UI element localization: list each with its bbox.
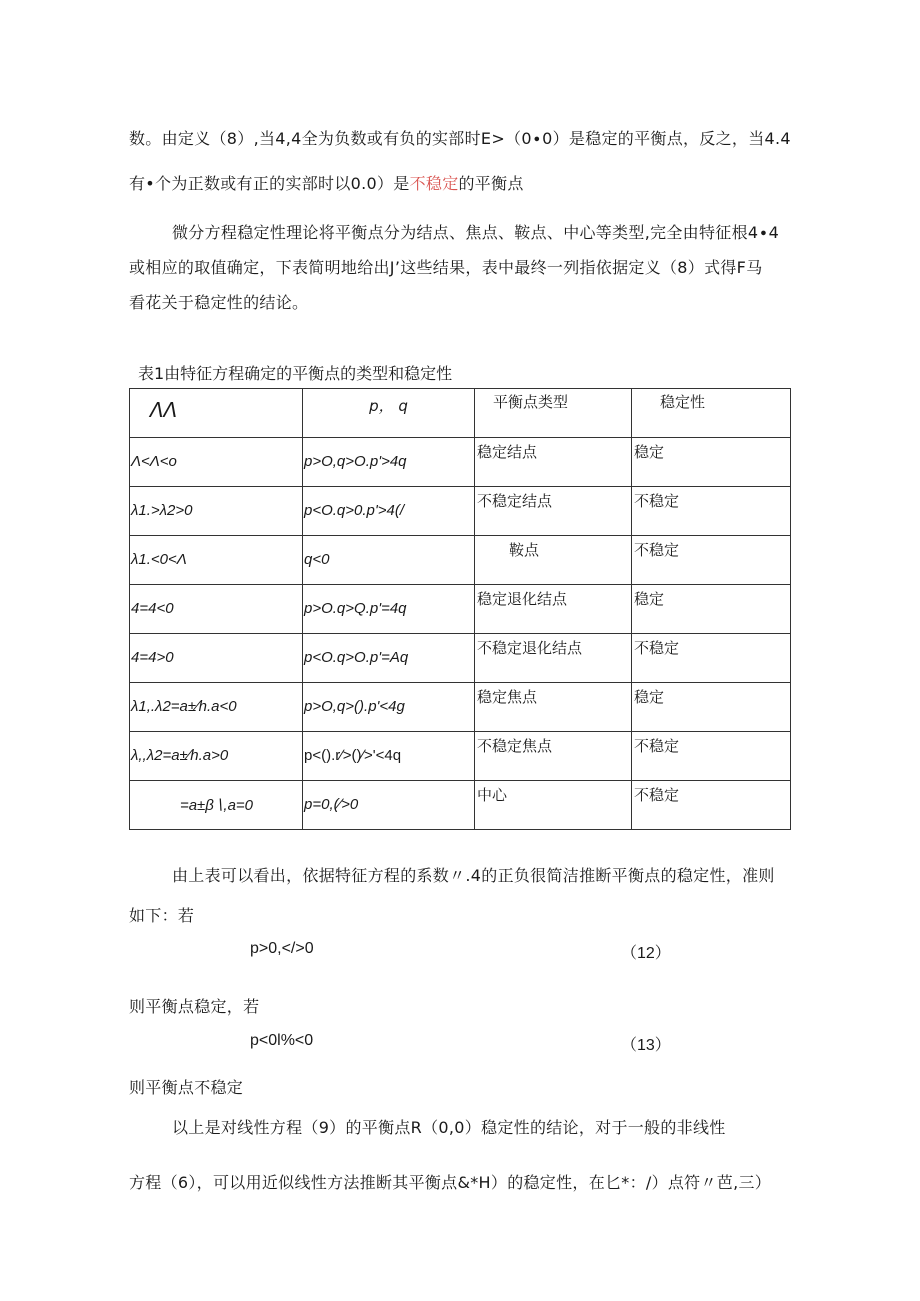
stability-cell: 不稳定 <box>634 786 680 804</box>
roots-cell: =a±β∖,a=0 <box>179 797 254 814</box>
table-row <box>130 732 791 781</box>
pq-cell: p>O,q>().p'<4g <box>304 698 405 715</box>
roots-cell: λ1.>λ2>0 <box>131 502 193 519</box>
table-row <box>130 781 791 830</box>
roots-cell: Λ<Λ<o <box>131 453 177 470</box>
table-header-row <box>130 389 791 438</box>
type-cell: 不稳定退化结点 <box>477 639 583 657</box>
para2-line-1: 微分方程稳定性理论将平衡点分为结点、焦点、鞍点、中心等类型,完全由特征根4∙4 <box>172 223 780 242</box>
table-row <box>130 585 791 634</box>
stability-cell: 稳定 <box>634 688 665 706</box>
table-row <box>130 634 791 683</box>
type-cell: 稳定结点 <box>477 443 538 461</box>
pq-cell: p>O,q>O.p'>4q <box>304 453 407 470</box>
stability-cell: 稳定 <box>634 443 665 461</box>
stability-table <box>129 388 791 830</box>
roots-cell: 4=4>0 <box>131 649 174 666</box>
type-cell: 稳定退化结点 <box>477 590 568 608</box>
table-row <box>130 536 791 585</box>
pq-cell: p<O.q>0.p'>4(/ <box>304 502 405 519</box>
roots-cell: λ1,.λ2=a±∕h.a<0 <box>131 698 237 715</box>
header-roots: ΛΛ <box>130 389 303 438</box>
para2-line-2: 或相应的取值确定，下表简明地给出J’这些结果，表中最终一列指依据定义（8）式得F马 <box>129 258 763 277</box>
stability-cell: 不稳定 <box>634 639 680 657</box>
para2-line-3: 看花关于稳定性的结论。 <box>129 293 309 312</box>
after-line-5: 以上是对线性方程（9）的平衡点R（0,0）稳定性的结论，对于一般的非线性 <box>172 1118 726 1137</box>
table-row <box>130 487 791 536</box>
intro-line-2 <box>129 171 524 194</box>
after-line-6: 方程（6），可以用近似线性方法推断其平衡点&*H）的稳定性，在匕*：/）点符〃芭,三） <box>129 1173 772 1192</box>
header-stability: 稳定性 <box>632 389 791 438</box>
intro-line-2-prefix: 有•个为正数或有正的实部时以0.0）是 <box>129 174 410 193</box>
stability-cell: 不稳定 <box>634 492 680 510</box>
equation-12-number: （12） <box>621 945 671 962</box>
after-line-2: 如下：若 <box>129 906 195 925</box>
after-line-4: 则平衡点不稳定 <box>129 1078 244 1097</box>
table-caption: 表1由特征方程确定的平衡点的类型和稳定性 <box>138 364 453 383</box>
table-row <box>130 438 791 487</box>
header-pq: p， q <box>303 389 475 438</box>
type-cell: 中心 <box>477 786 508 804</box>
header-type: 平衡点类型 <box>475 389 632 438</box>
equation-12: p>0,</>0 <box>250 940 314 957</box>
type-cell: 鞍点 <box>509 541 540 559</box>
after-line-1: 由上表可以看出，依据特征方程的系数〃.4的正负很简洁推断平衡点的稳定性，准则 <box>172 866 775 885</box>
intro-line-1: 数。由定义（8）,当4,4全为负数或有负的实部时E>（0∙0）是稳定的平衡点，反之，当4.4 <box>129 129 791 148</box>
pq-cell: p=0,(∕>0 <box>304 796 359 813</box>
intro-line-2-suffix: 的平衡点 <box>458 174 524 193</box>
equation-13: p<0l%<0 <box>250 1032 314 1049</box>
stability-cell: 稳定 <box>634 590 665 608</box>
equation-13-number: （13） <box>621 1037 671 1054</box>
pq-cell: q<0 <box>304 551 330 568</box>
type-cell: 不稳定结点 <box>477 492 553 510</box>
stability-cell: 不稳定 <box>634 541 680 559</box>
stability-cell: 不稳定 <box>634 737 680 755</box>
pq-cell: p<().r∕>()∕>'<4q <box>304 747 402 764</box>
pq-cell: p<O.q>O.p'=Aq <box>304 649 409 666</box>
roots-cell: 4=4<0 <box>131 600 174 617</box>
roots-cell: λ,,λ2=a±∕h.a>0 <box>131 747 229 764</box>
unstable-highlight: 不稳定 <box>409 174 459 193</box>
type-cell: 不稳定焦点 <box>477 737 553 755</box>
type-cell: 稳定焦点 <box>477 688 538 706</box>
table-row <box>130 683 791 732</box>
after-line-3: 则平衡点稳定，若 <box>129 997 260 1016</box>
roots-cell: λ1.<0<Λ <box>131 551 187 568</box>
pq-cell: p>O.q>Q.p'=4q <box>304 600 407 617</box>
